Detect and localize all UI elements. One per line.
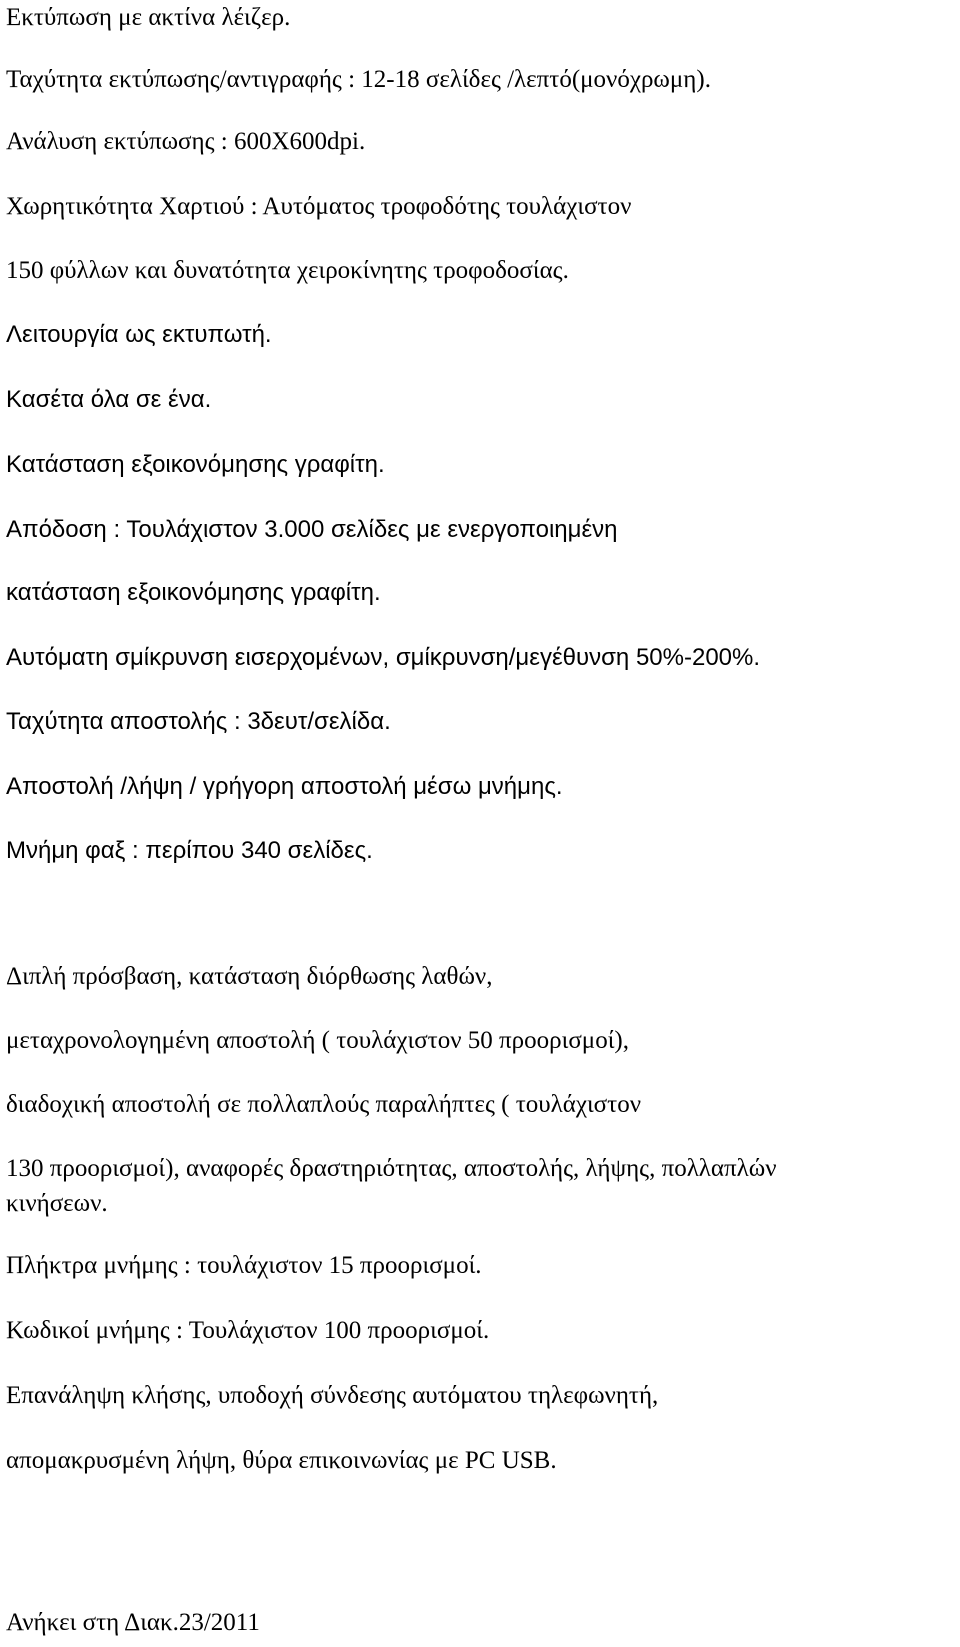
spec-line: μεταχρονολογημένη αποστολή ( τουλάχιστον 50 προορισμοί), (6, 1027, 630, 1054)
spec-line: Κατάσταση εξοικονόμησης γραφίτη. (6, 451, 385, 478)
document-footer: Ανήκει στη Διακ.23/2011 (6, 1609, 260, 1636)
spec-line: 150 φύλλων και δυνατότητα χειροκίνητης τροφοδοσίας. (6, 257, 569, 284)
spec-line: Μνήμη φαξ : περίπου 340 σελίδες. (6, 837, 373, 864)
spec-line: Ανάλυση εκτύπωσης : 600Χ600dpi. (6, 128, 366, 155)
spec-line: 130 προορισμοί), αναφορές δραστηριότητας, αποστολής, λήψης, πολλαπλών (6, 1155, 777, 1182)
spec-line: Διπλή πρόσβαση, κατάσταση διόρθωσης λαθών, (6, 963, 493, 990)
spec-line: κατάσταση εξοικονόμησης γραφίτη. (6, 579, 381, 606)
spec-line: απομακρυσμένη λήψη, θύρα επικοινωνίας με PC USB. (6, 1447, 557, 1474)
spec-line: Χωρητικότητα Χαρτιού : Αυτόματος τροφοδότης τουλάχιστον (6, 193, 632, 220)
spec-line: κινήσεων. (6, 1190, 108, 1217)
spec-line: Λειτουργία ως εκτυπωτή. (6, 321, 272, 348)
spec-line: Ταχύτητα εκτύπωσης/αντιγραφής : 12-18 σελίδες /λεπτό(μονόχρωμη). (6, 66, 711, 93)
spec-line: Πλήκτρα μνήμης : τουλάχιστον 15 προορισμοί. (6, 1252, 482, 1279)
spec-line: διαδοχική αποστολή σε πολλαπλούς παραλήπτες ( τουλάχιστον (6, 1091, 642, 1118)
spec-line: Αυτόματη σμίκρυνση εισερχομένων, σμίκρυνση/μεγέθυνση 50%-200%. (6, 644, 761, 671)
spec-line: Απόδοση : Τουλάχιστον 3.000 σελίδες με ενεργοποιημένη (6, 516, 618, 543)
spec-line: Κωδικοί μνήμης : Τουλάχιστον 100 προορισμοί. (6, 1317, 490, 1344)
spec-line: Ταχύτητα αποστολής : 3δευτ/σελίδα. (6, 708, 391, 735)
spec-line: Εκτύπωση με ακτίνα λέιζερ. (6, 4, 291, 31)
spec-line: Αποστολή /λήψη / γρήγορη αποστολή μέσω μνήμης. (6, 773, 563, 800)
spec-line: Επανάληψη κλήσης, υποδοχή σύνδεσης αυτόματου τηλεφωνητή, (6, 1382, 659, 1409)
spec-line: Κασέτα όλα σε ένα. (6, 386, 212, 413)
